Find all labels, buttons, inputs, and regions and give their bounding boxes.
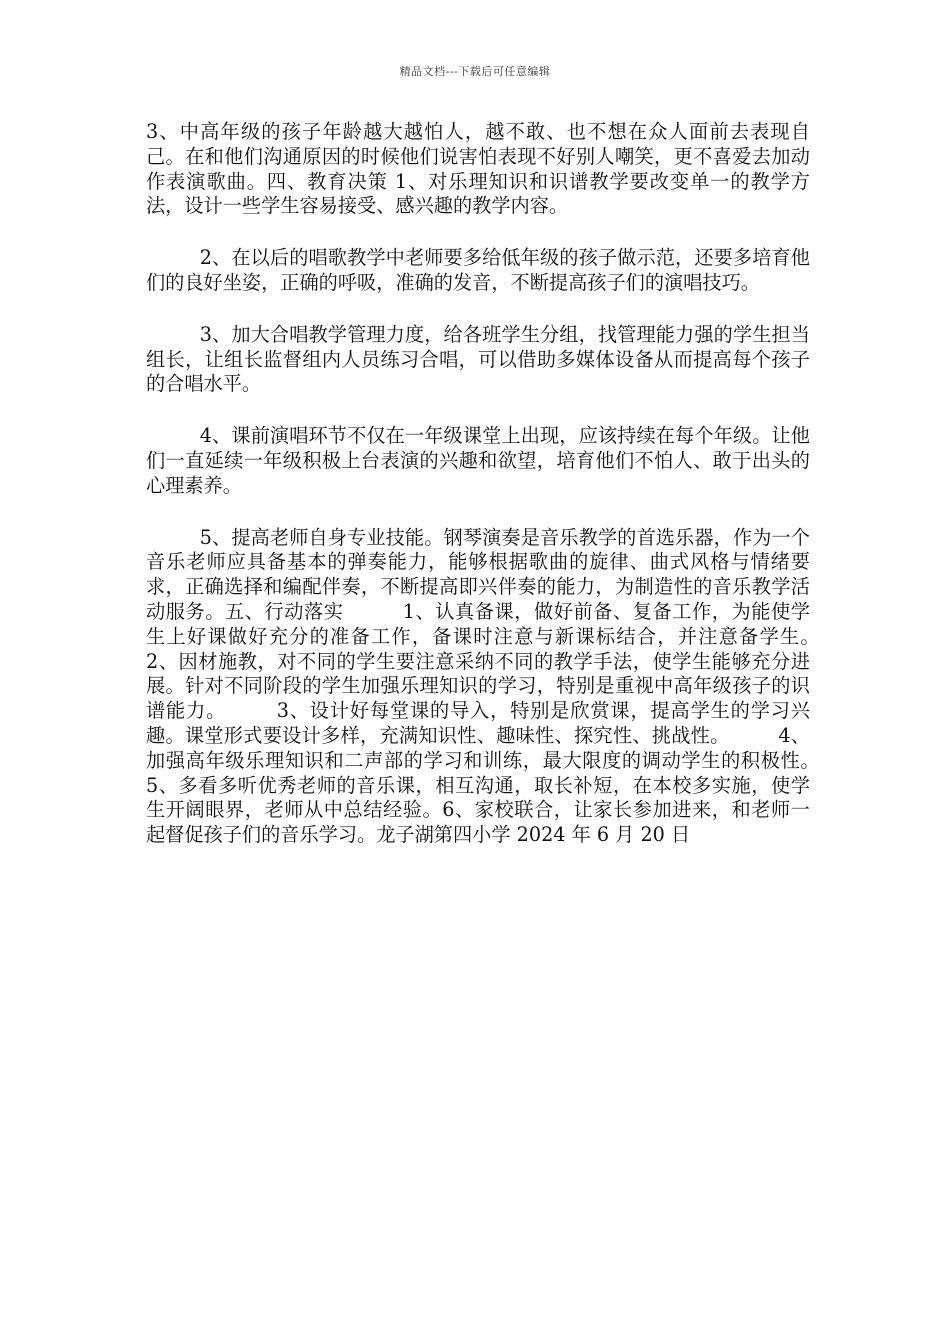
page-header: 精品文档---下载后可任意编辑 <box>399 65 551 78</box>
paragraph-4: 4、课前演唱环节不仅在一年级课堂上出现，应该持续在每个年级。让他们一直延续一年级积极上台表演的兴趣和欲望，培育他们不怕人、敢于出头的心理素养。 <box>146 424 810 497</box>
document-body <box>146 120 868 875</box>
paragraph-5: 5、提高老师自身专业技能。钢琴演奏是音乐教学的首选乐器，作为一个音乐老师应具备基本的弹奏能力，能够根据歌曲的旋律、曲式风格与情绪要求，正确选择和编配伴奏，不断提高即兴伴奏的能力，为制造性的音乐教学活动服务。五、行动落实 1、认真备课，做好前备、复备工作，为能使学生上好课做好充分的准备工作，备课时注意与新课标结合，并注意备学生。 2、因材施教，对不同的学生要注意采纳不同的教学手法，使学生能够充分进展。针对不同阶段的学生加强乐理知识的学习，特别是重视中高年级孩子的识谱能力。 3、设计好每堂课的导入，特别是欣赏课，提高学生的学习兴趣。课堂形式要设计多样，充满知识性、趣味性、探究性、挑战性。 4、加强高年级乐理知识和二声部的学习和训练，最大限度的调动学生的积极性。 5、多看多听优秀老师的音乐课，相互沟通，取长补短，在本校多实施，使学生开阔眼界，老师从中总结经验。6、家校联合，让家长参加进来，和老师一起督促孩子们的音乐学习。龙子湖第四小学 2024 年 6 月 20 日 <box>146 525 868 847</box>
paragraph-1: 3、中高年级的孩子年龄越大越怕人，越不敢、也不想在众人面前去表现自己。在和他们沟通原因的时候他们说害怕表现不好别人嘲笑，更不喜爱去加动作表演歌曲。四、教育决策 1、对乐理知识和识谱教学要改变单一的教学方法，设计一些学生容易接受、感兴趣的教学内容。 <box>146 120 810 218</box>
paragraph-3: 3、加大合唱教学管理力度，给各班学生分组，找管理能力强的学生担当组长，让组长监督组内人员练习合唱，可以借助多媒体设备从而提高每个孩子的合唱水平。 <box>146 322 810 396</box>
paragraph-2: 2、在以后的唱歌教学中老师要多给低年级的孩子做示范，还要多培育他们的良好坐姿，正确的呼吸，准确的发音，不断提高孩子们的演唱技巧。 <box>146 246 810 294</box>
